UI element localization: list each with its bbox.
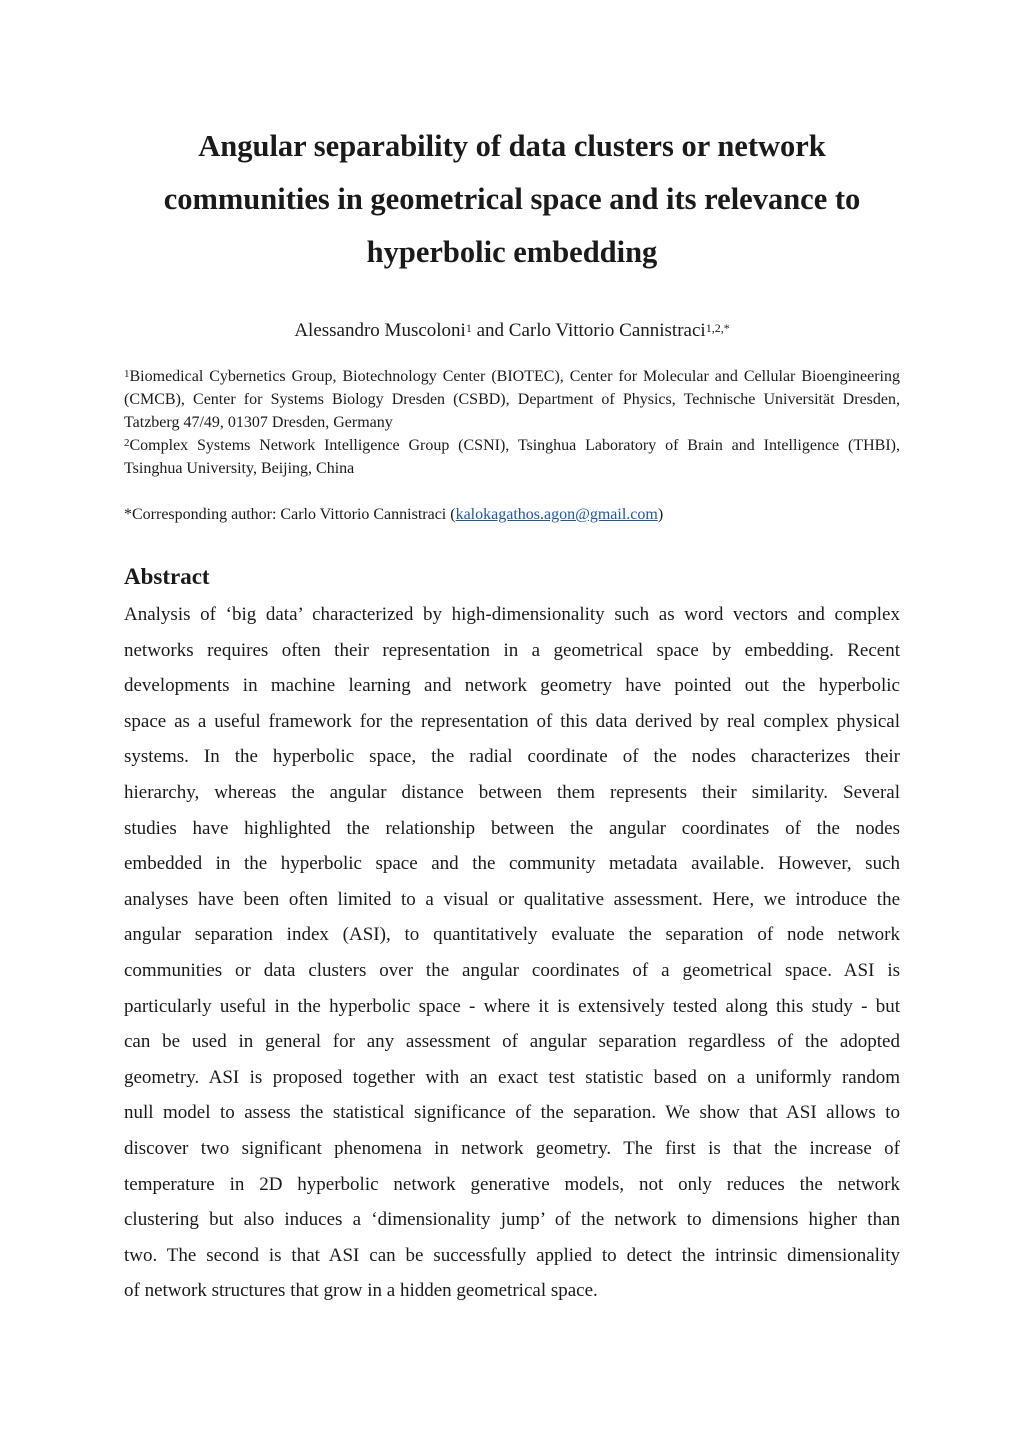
author-list [124,319,900,343]
title-line-1: Angular separability of data clusters or network [198,129,826,163]
abstract-line: studies have highlighted the relationship between the angular coordinates of the nodes [124,817,900,839]
abstract-line: hierarchy, whereas the angular distance between them represents their similarity. Several [124,781,900,803]
affiliation-marker: 1 [124,368,130,380]
abstract-line: particularly useful in the hyperbolic space - where it is extensively tested along this study - but [124,995,900,1017]
abstract-line: clustering but also induces a ‘dimensionality jump’ of the network to dimensions higher than [124,1209,900,1231]
abstract-heading: Abstract [124,564,210,589]
affiliation-item [124,434,900,480]
paper-page [124,120,900,1309]
corresponding-author-suffix: ) [657,506,664,523]
author-name: Carlo Vittorio Cannistraci [508,320,706,341]
author-name: Alessandro Muscoloni [294,320,466,341]
abstract-line: discover two significant phenomena in network geometry. The first is that the increase of [124,1137,900,1159]
abstract-line: Analysis of ‘big data’ characterized by high-dimensionality such as word vectors and complex [124,604,900,625]
abstract-line: embedded in the hyperbolic space and the community metadata available. However, such [124,853,900,875]
affiliations [124,365,900,480]
abstract-line: can be used in general for any assessment of angular separation regardless of the adopted [124,1031,900,1053]
abstract-body [124,597,900,1309]
title-line-3: hyperbolic embedding [366,235,658,269]
affiliation-marker: 2 [124,437,130,449]
abstract-line: analyses have been often limited to a visual or qualitative assessment. Here, we introduce the [124,888,900,910]
corresponding-author [124,503,900,526]
abstract-line: of network structures that grow in a hidden geometrical space. [124,1280,598,1302]
affiliation-text: Biomedical Cybernetics Group, Biotechnology Center (BIOTEC), Center for Molecular and Cellular Bioengineering (CMCB), Center for Systems Biology Dresden (CSBD), Department of Physics, Technische Universität Dresden, Tatzberg 47/49, 01307 Dresden, Germany [124,368,900,431]
abstract-line: developments in machine learning and network geometry have pointed out the hyperbolic [124,675,900,697]
author-conjunction: and [471,320,509,341]
email-link[interactable]: kalokagathos.agon@gmail.com [455,506,658,523]
abstract-line: networks requires often their representation in a geometrical space by embedding. Recent [124,639,900,661]
abstract-line: geometry. ASI is proposed together with an exact test statistic based on a uniformly random [124,1066,900,1088]
abstract-line: angular separation index (ASI), to quantitatively evaluate the separation of node network [124,924,900,946]
abstract-line: systems. In the hyperbolic space, the radial coordinate of the nodes characterizes their [124,746,900,768]
corresponding-author-label: *Corresponding author: Carlo Vittorio Cannistraci ( [124,506,456,523]
abstract-line: communities or data clusters over the angular coordinates of a geometrical space. ASI is [124,959,900,981]
abstract-line: null model to assess the statistical significance of the separation. We show that ASI allows to [124,1102,900,1124]
affiliation-item [124,365,900,434]
abstract-line: two. The second is that ASI can be successfully applied to detect the intrinsic dimensionality [124,1244,900,1266]
author-affiliation-marker: 1 [465,321,472,335]
title-line-2: communities in geometrical space and its relevance to [163,182,861,216]
affiliation-text: Complex Systems Network Intelligence Group (CSNI), Tsinghua Laboratory of Brain and Intelligence (THBI), Tsinghua University, Beijing, China [124,437,900,477]
abstract-line: space as a useful framework for the representation of this data derived by real complex physical [124,710,900,732]
author-affiliation-marker: 1,2,* [705,321,730,335]
abstract-line: temperature in 2D hyperbolic network generative models, not only reduces the network [124,1173,900,1195]
paper-title [124,120,900,279]
